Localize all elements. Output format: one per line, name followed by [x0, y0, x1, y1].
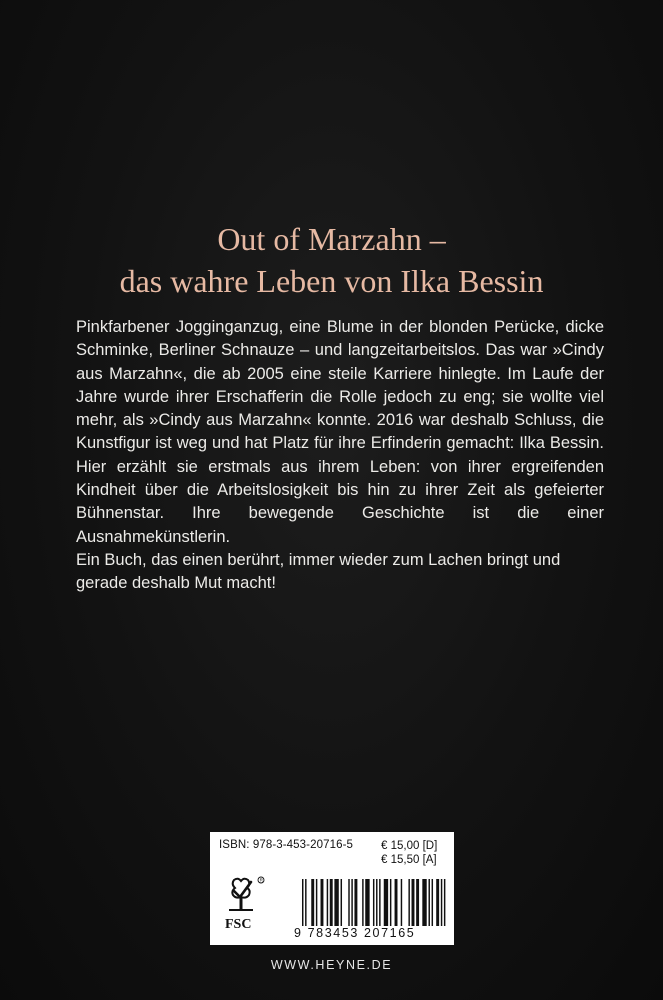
blurb-paragraph-1: Pinkfarbener Jogginganzug, eine Blume in der blonden Perücke, dicke Schminke, Berliner Schnauze – und langzeitarbeitslos. Das war »Cindy aus Marzahn«, die ab 2005 eine steile Karriere hinlegte. Im Laufe der Jahre wurde ihrer Erschafferin die Rolle jedoch zu eng; sie wollte viel mehr, als »Cindy aus Marzahn« konnte. 2016 war deshalb Schluss, die Kunstfigur ist weg und hat Platz für ihre Erfinderin gemacht: Ilka Bessin. Hier erzählt sie erstmals aus ihrem Leben: von ihrer ergreifenden Kindheit über die Arbeitslosigkeit bis hin zu ihrer Zeit als gefeierter Bühnenstar. Ihre bewegende Geschichte ist die einer Ausnahmekünstlerin. [76, 318, 604, 546]
barcode-bar [384, 879, 388, 926]
barcode-bar [362, 879, 363, 926]
fsc-logo-icon [221, 876, 269, 938]
barcode-bar [341, 879, 342, 926]
barcode-bar [302, 879, 303, 926]
barcode-bar [376, 879, 377, 926]
barcode-bar [327, 879, 328, 926]
barcode-bar [428, 879, 429, 926]
barcode-bar [379, 879, 380, 926]
isbn-number: ISBN: 978-3-453-20716-5 [219, 839, 353, 851]
barcode-bar [436, 879, 439, 926]
barcode-bar [311, 879, 314, 926]
barcode-label [210, 832, 454, 945]
barcode-bar [321, 879, 324, 926]
barcode-digits: 9 783453 207165 [294, 926, 416, 940]
barcode-bar [351, 879, 352, 926]
svg-text:R: R [259, 877, 263, 883]
barcode-icon [302, 879, 447, 929]
barcode-bar [441, 879, 442, 926]
barcode-bar [316, 879, 317, 926]
barcode-bar [330, 879, 333, 926]
barcode-bar [408, 879, 409, 926]
publisher-website: WWW.HEYNE.DE [270, 958, 393, 972]
price-austria: € 15,50 [A] [381, 854, 437, 866]
barcode-bar [390, 879, 391, 926]
barcode-bar [401, 879, 402, 926]
barcode-bar [334, 879, 338, 926]
price-germany: € 15,00 [D] [381, 840, 438, 852]
title-line-2: das wahre Leben von Ilka Bessin [119, 263, 544, 299]
barcode-bar [373, 879, 374, 926]
price-block [381, 839, 437, 867]
barcode-bar [348, 879, 349, 926]
book-title [0, 218, 663, 302]
title-line-1: Out of Marzahn – [217, 221, 446, 257]
barcode-bar [416, 879, 419, 926]
fsc-logo-text: FSC [225, 917, 252, 932]
barcode-bar [444, 879, 445, 926]
book-blurb [76, 316, 604, 596]
barcode-bar [422, 879, 426, 926]
blurb-paragraph-2: Ein Buch, das einen berührt, immer wieder zum Lachen bringt und gerade deshalb Mut macht! [76, 550, 561, 593]
barcode-bar [432, 879, 433, 926]
barcode-bar [412, 879, 415, 926]
barcode-bar [305, 879, 306, 926]
barcode-bar [395, 879, 398, 926]
barcode-bar [354, 879, 357, 926]
barcode-bar [365, 879, 369, 926]
